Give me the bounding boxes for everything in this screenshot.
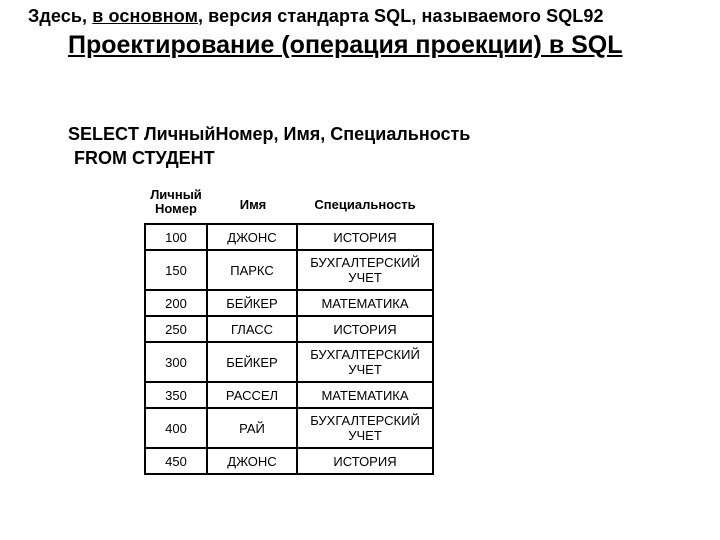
cell-personal-number: 150 xyxy=(145,250,207,290)
students-table xyxy=(144,223,434,475)
sql-from-line: FROM СТУДЕНТ xyxy=(74,148,215,168)
cell-name: ДЖОНС xyxy=(207,448,297,474)
slide-title: Проектирование (операция проекции) в SQL xyxy=(68,31,623,59)
cell-specialty: ИСТОРИЯ xyxy=(297,224,433,250)
cell-name: РАССЕЛ xyxy=(207,382,297,408)
top-note-suffix: , версия стандарта SQL, называемого SQL92 xyxy=(197,6,604,26)
cell-personal-number: 350 xyxy=(145,382,207,408)
table-row xyxy=(145,382,433,408)
sql-select-line: SELECT ЛичныйНомер, Имя, Специальность xyxy=(68,124,471,144)
cell-name: БЕЙКЕР xyxy=(207,290,297,316)
cell-name: БЕЙКЕР xyxy=(207,342,297,382)
cell-specialty: БУХГАЛТЕРСКИЙ УЧЕТ xyxy=(297,250,433,290)
table-headers xyxy=(144,186,432,222)
cell-specialty: МАТЕМАТИКА xyxy=(297,290,433,316)
header-personal-number-line1: Личный xyxy=(150,187,202,202)
cell-personal-number: 300 xyxy=(145,342,207,382)
table-row xyxy=(145,408,433,448)
table-row xyxy=(145,316,433,342)
table-row xyxy=(145,224,433,250)
table-row xyxy=(145,250,433,290)
cell-name: ГЛАСС xyxy=(207,316,297,342)
cell-specialty: ИСТОРИЯ xyxy=(297,316,433,342)
cell-specialty: МАТЕМАТИКА xyxy=(297,382,433,408)
cell-name: ДЖОНС xyxy=(207,224,297,250)
top-note xyxy=(28,6,604,27)
cell-personal-number: 450 xyxy=(145,448,207,474)
top-note-prefix: Здесь, xyxy=(28,6,93,26)
cell-personal-number: 100 xyxy=(145,224,207,250)
cell-personal-number: 250 xyxy=(145,316,207,342)
cell-personal-number: 200 xyxy=(145,290,207,316)
header-personal-number xyxy=(144,188,208,216)
cell-specialty: БУХГАЛТЕРСКИЙ УЧЕТ xyxy=(297,342,433,382)
cell-name: РАЙ xyxy=(207,408,297,448)
top-note-underlined: в основном xyxy=(92,6,198,26)
cell-specialty: БУХГАЛТЕРСКИЙ УЧЕТ xyxy=(297,408,433,448)
table-row xyxy=(145,448,433,474)
cell-personal-number: 400 xyxy=(145,408,207,448)
cell-specialty: ИСТОРИЯ xyxy=(297,448,433,474)
table-row xyxy=(145,290,433,316)
cell-name: ПАРКС xyxy=(207,250,297,290)
table-row xyxy=(145,342,433,382)
header-name: Имя xyxy=(239,197,267,212)
header-specialty: Специальность xyxy=(314,197,416,212)
header-personal-number-line2: Номер xyxy=(155,201,197,216)
